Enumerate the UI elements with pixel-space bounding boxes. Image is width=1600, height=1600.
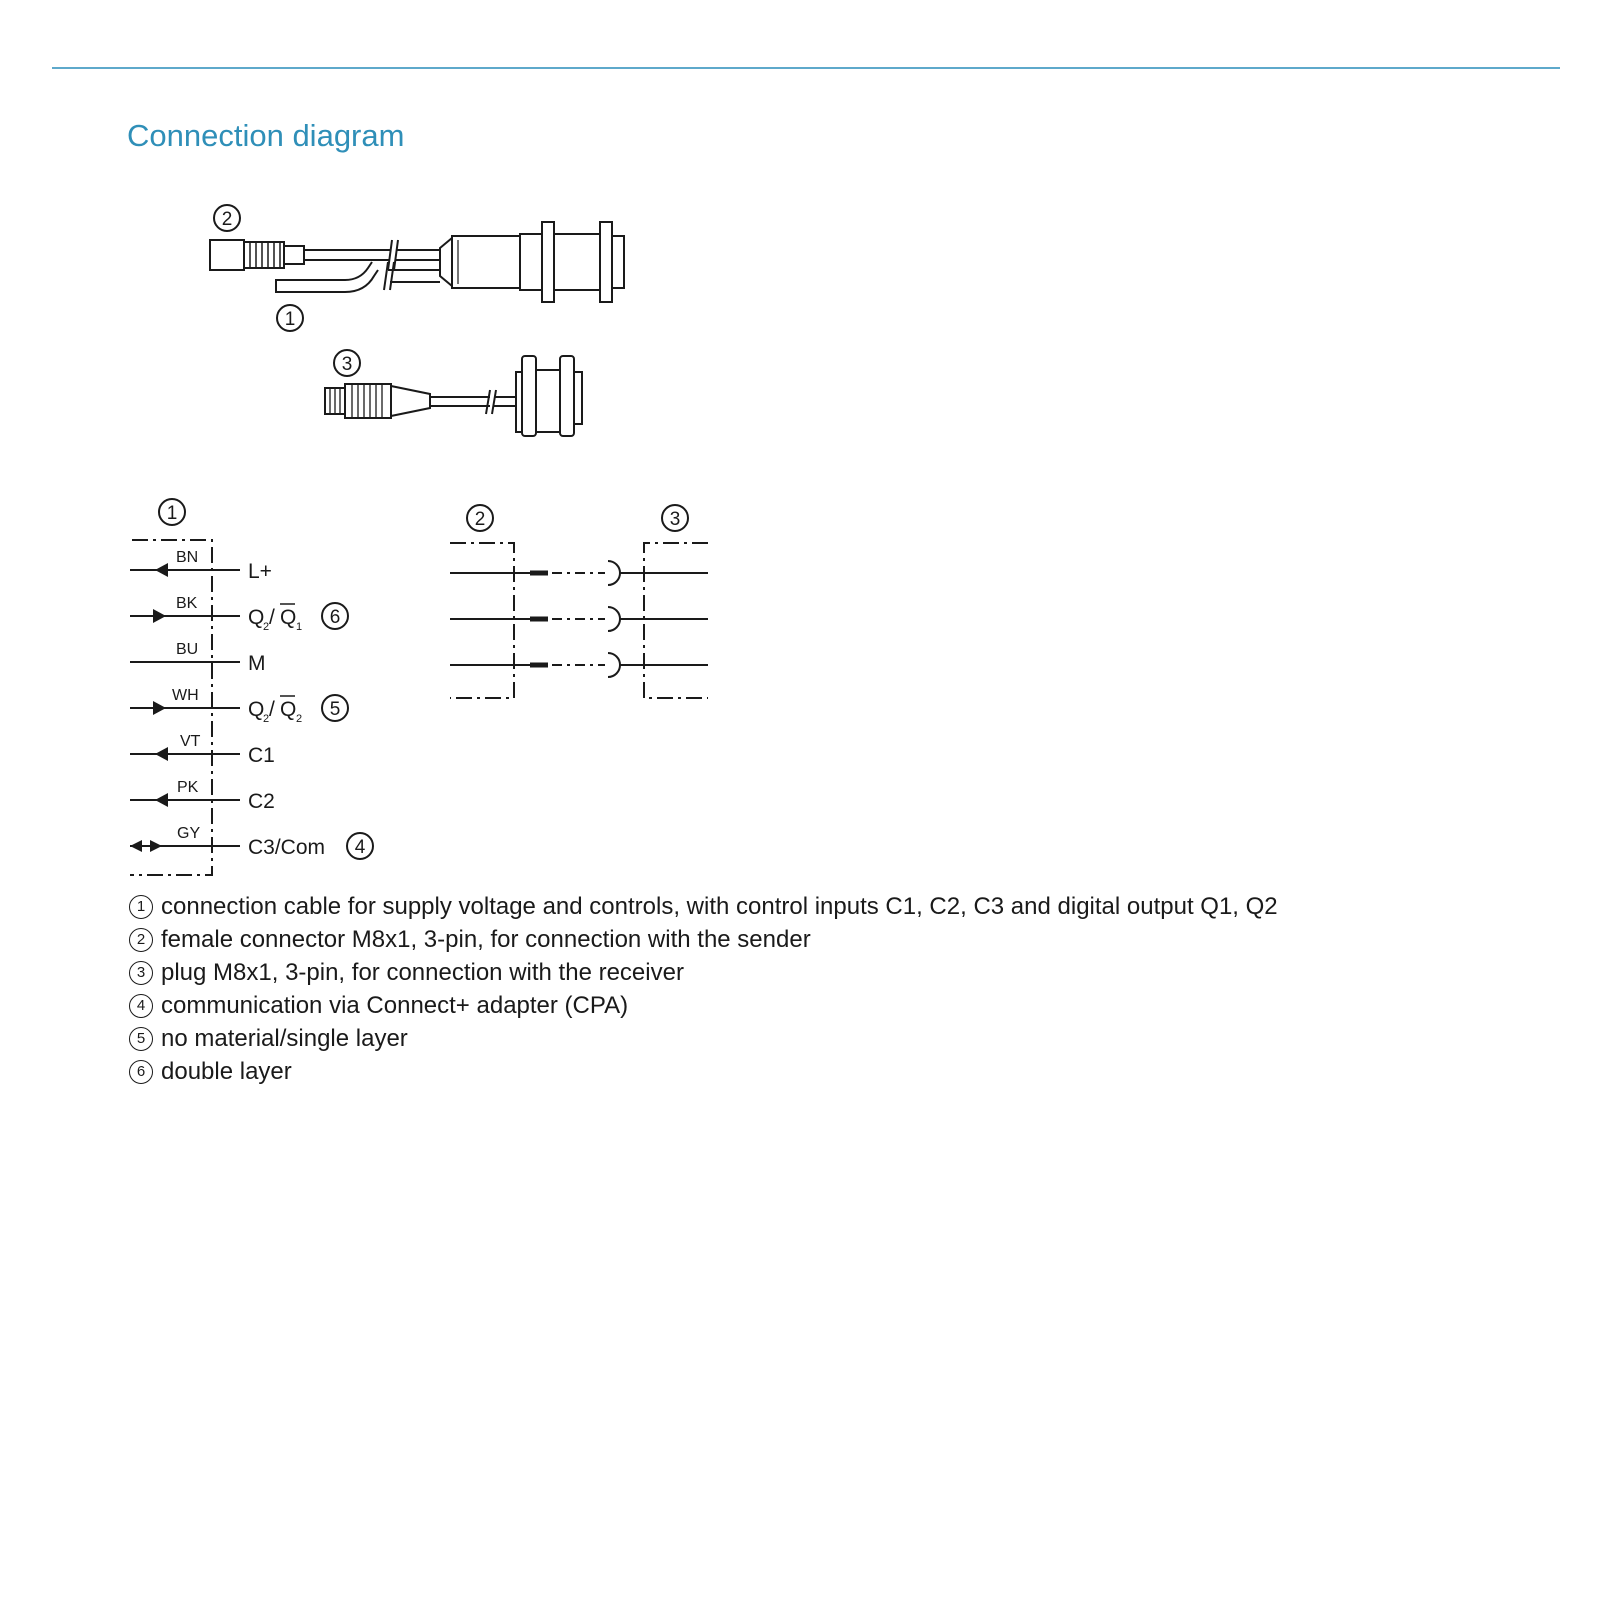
- svg-text:2: 2: [221, 209, 233, 230]
- svg-text:Q: Q: [248, 606, 265, 629]
- svg-text:1: 1: [296, 621, 303, 633]
- connector-pair-schematic: [450, 543, 708, 698]
- wire-color-gy: GY: [177, 825, 201, 842]
- legend-number: 6: [129, 1060, 153, 1084]
- wire-signal-lplus: L+: [248, 560, 272, 583]
- legend-item-5: [129, 1022, 1278, 1055]
- legend-item-3: [129, 956, 1278, 989]
- legend-text: double layer: [161, 1058, 292, 1085]
- wire-color-wh: WH: [172, 687, 199, 704]
- legend-text: no material/single layer: [161, 1025, 408, 1052]
- callout-4: [347, 833, 373, 859]
- callout-1-top: [277, 305, 303, 331]
- callout-5: [322, 695, 348, 721]
- legend-text: communication via Connect+ adapter (CPA): [161, 992, 629, 1019]
- legend-number: 4: [129, 994, 153, 1018]
- legend-text: connection cable for supply voltage and controls, with control inputs C1, C2, C3 and digital output Q1, Q2: [161, 893, 1278, 920]
- plug-drawing: [325, 356, 582, 436]
- callout-3-schematic: [662, 505, 688, 531]
- svg-text:1: 1: [166, 503, 178, 524]
- callout-2-schematic: [467, 505, 493, 531]
- svg-text:/: /: [269, 698, 275, 721]
- wire-signal-c2: C2: [248, 790, 275, 813]
- svg-text:3: 3: [341, 354, 353, 375]
- wire-color-vt: VT: [180, 733, 201, 750]
- svg-text:1: 1: [284, 309, 296, 330]
- svg-text:3: 3: [669, 509, 681, 530]
- legend-number: 1: [129, 895, 153, 919]
- svg-text:2: 2: [263, 713, 270, 725]
- callout-6: [322, 603, 348, 629]
- legend-item-6: [129, 1055, 1278, 1088]
- wire-color-bu: BU: [176, 641, 199, 658]
- wire-signal-m: M: [248, 652, 266, 675]
- svg-text:2: 2: [296, 713, 303, 725]
- wire-color-bk: BK: [176, 595, 198, 612]
- wire-signal-c3-com: C3/Com: [248, 836, 326, 859]
- wire-signal-q2-q1: [248, 604, 302, 633]
- page-title: Connection diagram: [127, 118, 405, 153]
- svg-text:Q: Q: [248, 698, 265, 721]
- sensor-with-cables-drawing: [210, 222, 624, 302]
- wire-signal-c1: C1: [248, 744, 275, 767]
- legend-item-4: [129, 989, 1278, 1022]
- callout-1-schematic: [159, 499, 185, 525]
- legend-text: female connector M8x1, 3-pin, for connection with the sender: [161, 926, 811, 953]
- svg-text:2: 2: [474, 509, 486, 530]
- legend-item-2: [129, 923, 1278, 956]
- legend-number: 3: [129, 961, 153, 985]
- legend-number: 5: [129, 1027, 153, 1051]
- wire-color-bn: BN: [176, 549, 199, 566]
- svg-text:5: 5: [329, 699, 341, 720]
- legend-item-1: [129, 890, 1278, 923]
- svg-text:6: 6: [329, 607, 341, 628]
- wire-color-pk: PK: [177, 779, 199, 796]
- svg-text:2: 2: [263, 621, 270, 633]
- legend: [129, 890, 1278, 1088]
- legend-number: 2: [129, 928, 153, 952]
- callout-3-top: [334, 350, 360, 376]
- svg-text:4: 4: [354, 837, 366, 858]
- svg-text:Q: Q: [280, 606, 297, 629]
- svg-text:Q: Q: [280, 698, 297, 721]
- svg-text:/: /: [269, 606, 275, 629]
- callout-2-top: [214, 205, 240, 231]
- wire-signal-q2-q2: [248, 696, 302, 725]
- legend-text: plug M8x1, 3-pin, for connection with the receiver: [161, 959, 684, 986]
